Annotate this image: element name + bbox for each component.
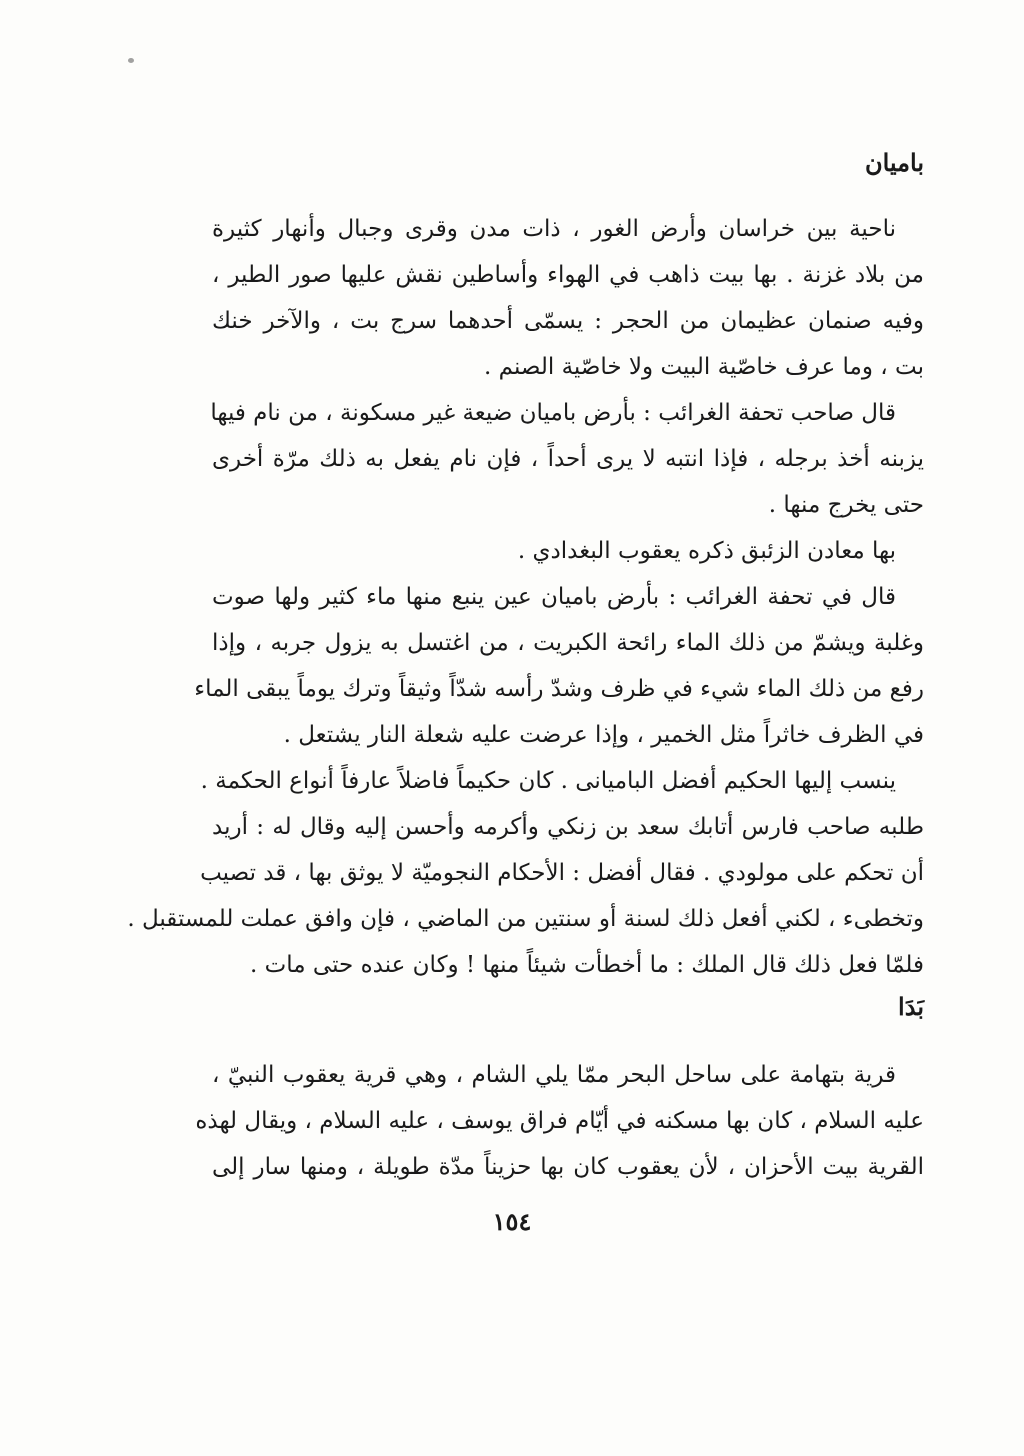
page-number: ١٥٤ — [492, 1207, 532, 1236]
text-line: قال صاحب تحفة الغرائب : بأرض باميان ضيعة غير مسكونة ، من نام فيها — [210, 400, 896, 426]
text-line: وتخطىء ، لكني أفعل ذلك لسنة أو سنتين من الماضي ، فإن وافق عملت للمستقبل . — [127, 906, 924, 932]
section-body-bamyan — [127, 206, 924, 988]
text-line: حتى يخرج منها . — [768, 492, 924, 518]
text-line: قال في تحفة الغرائب : بأرض باميان عين ينبع منها ماء كثير ولها صوت — [212, 584, 896, 610]
text-line: عليه السلام ، كان بها مسكنه في أيّام فراق يوسف ، عليه السلام ، ويقال لهذه — [195, 1108, 924, 1134]
ink-speck — [128, 58, 134, 63]
section-body-bada — [195, 1052, 924, 1190]
text-line: من بلاد غزنة . بها بيت ذاهب في الهواء وأساطين نقش عليها صور الطير ، — [212, 262, 924, 288]
text-line: ينسب إليها الحكيم أفضل الباميانى . كان حكيماً فاضلاً عارفاً أنواع الحكمة . — [200, 768, 896, 794]
section-title: باميان — [864, 148, 924, 177]
text-line: وغلبة ويشمّ من ذلك الماء رائحة الكبريت ، من اغتسل به يزول جربه ، وإذا — [212, 630, 924, 656]
text-line: قرية بتهامة على ساحل البحر ممّا يلي الشام ، وهي قرية يعقوب النبيّ ، — [212, 1062, 896, 1088]
text-line: في الظرف خاثراً مثل الخمير ، وإذا عرضت عليه شعلة النار يشتعل . — [283, 722, 924, 748]
text-line: بت ، وما عرف خاصّية البيت ولا خاصّية الصنم . — [484, 354, 924, 380]
section-header-bamyan — [212, 148, 924, 178]
text-line: طلبه صاحب فارس أتابك سعد بن زنكي وأكرمه وأحسن إليه وقال له : أريد — [212, 814, 924, 840]
text-line: فلمّا فعل ذلك قال الملك : ما أخطأت شيئاً منها ! وكان عنده حتى مات . — [250, 952, 924, 978]
text-line: رفع من ذلك الماء شيء في ظرف وشدّ رأسه شدّاً وثيقاً وترك يوماً يبقى الماء — [194, 676, 924, 702]
text-line: أن تحكم على مولودي . فقال أفضل : الأحكام النجوميّة لا يوثق بها ، قد تصيب — [200, 860, 924, 886]
text-line: وفيه صنمان عظيمان من الحجر : يسمّى أحدهما سرج بت ، والآخر خنك — [212, 308, 924, 334]
text-line: بها معادن الزئبق ذكره يعقوب البغدادي . — [517, 538, 896, 564]
text-line: القرية بيت الأحزان ، لأن يعقوب كان بها حزيناً مدّة طويلة ، ومنها سار إلى — [212, 1154, 924, 1180]
section-title: بَدَا — [898, 992, 924, 1021]
text-line: ناحية بين خراسان وأرض الغور ، ذات مدن وقرى وجبال وأنهار كثيرة — [212, 216, 896, 242]
text-line: يزبنه أخذ برجله ، فإذا انتبه لا يرى أحداً ، فإن نام يفعل به ذلك مرّة أخرى — [212, 446, 924, 472]
section-header-bada — [212, 992, 924, 1022]
